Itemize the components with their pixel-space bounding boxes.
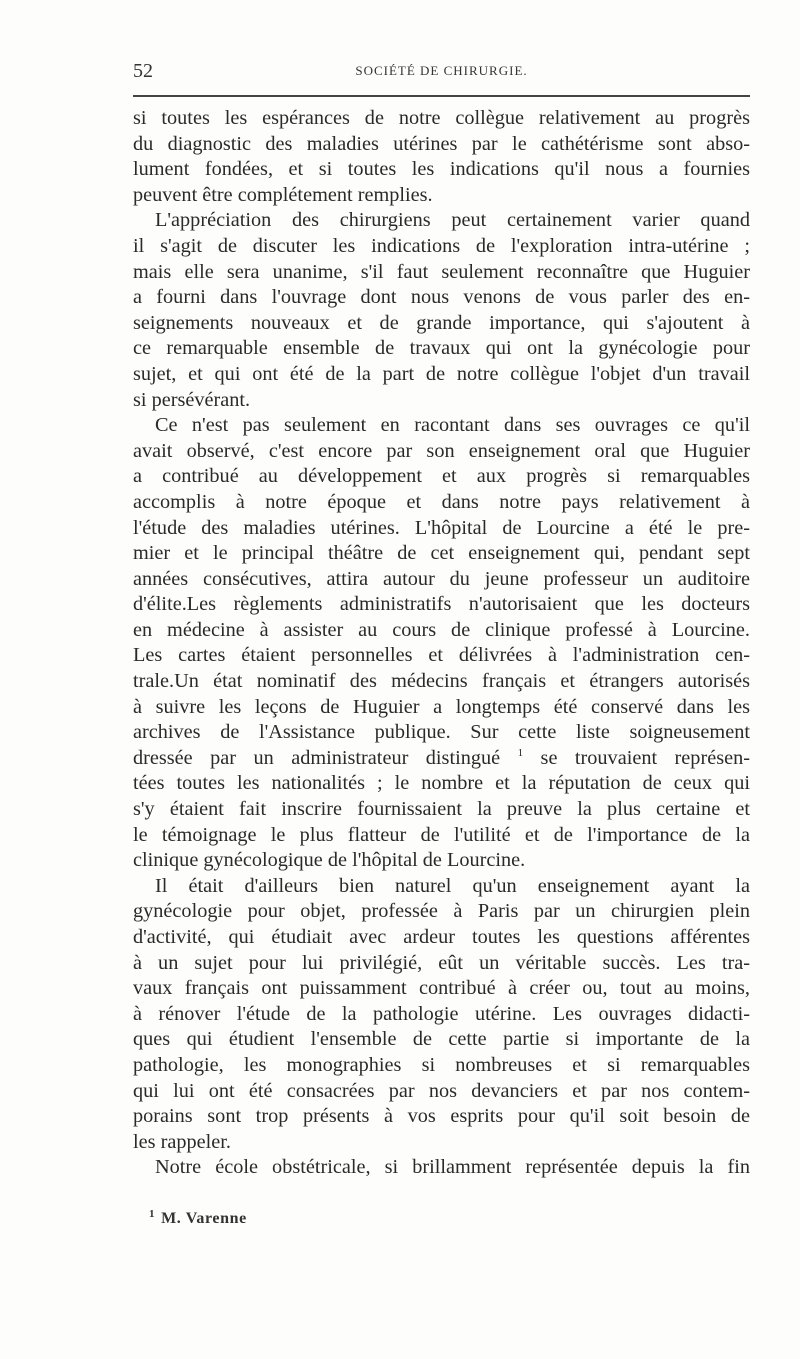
text-line: Ce n'est pas seulement en racontant dans ses ouvrages ce qu'il xyxy=(155,414,750,437)
text-line: si persévérant. xyxy=(133,388,251,411)
text-line: si toutes les espérances de notre collègue relativement au progrès xyxy=(133,107,750,129)
text-line: L'appréciation des chirurgiens peut certainement varier quand xyxy=(155,209,750,232)
text-line: trale.Un état nominatif des médecins français et étrangers autorisés xyxy=(133,670,750,693)
text-line-with-footnote-ref xyxy=(133,746,750,772)
text-line: avait observé, c'est encore par son enseignement oral que Huguier xyxy=(133,439,750,462)
text-line: gynécologie pour objet, professée à Paris par un chirurgien plein xyxy=(133,900,750,923)
text-line: Notre école obstétricale, si brillamment représentée depuis la fin xyxy=(155,1156,750,1179)
text-line: en médecine à assister au cours de clinique professé à Lourcine. xyxy=(133,618,750,641)
footnote-mark: 1 xyxy=(149,1207,156,1220)
text-line: accomplis à notre époque et dans notre pays relativement à xyxy=(133,490,750,513)
text-line: seignements nouveaux et de grande importance, qui s'ajoutent à xyxy=(133,311,750,334)
text-line: vaux français ont puissamment contribué à créer ou, tout au moins, xyxy=(133,977,750,1000)
text-line: les rappeler. xyxy=(133,1130,231,1153)
running-head xyxy=(133,60,750,86)
footnote xyxy=(149,1207,247,1228)
text-line: à suivre les leçons de Huguier a longtemps été conservé dans les xyxy=(133,695,750,718)
running-title: SOCIÉTÉ DE CHIRURGIE. xyxy=(355,63,528,78)
text-line: peuvent être complétement remplies. xyxy=(133,183,433,206)
footnote-text: M. Varenne xyxy=(161,1210,247,1227)
text-line: qui lui ont été consacrées par nos devanciers et par nos contem- xyxy=(133,1079,750,1102)
text-line: lument fondées, et si toutes les indications qu'il nous a fournies xyxy=(133,158,750,181)
page-number: 52 xyxy=(133,60,153,82)
text-line: a contribué au développement et aux progrès si remarquables xyxy=(133,465,750,488)
text-line: a fourni dans l'ouvrage dont nous venons de vous parler des en- xyxy=(133,286,750,309)
footnote-reference: 1 xyxy=(517,747,524,760)
text-line: tées toutes les nationalités ; le nombre et la réputation de ceux qui xyxy=(133,772,750,795)
text-line: d'élite.Les règlements administratifs n'autorisaient que les docteurs xyxy=(133,593,750,616)
text-line: d'activité, qui étudiait avec ardeur toutes les questions afférentes xyxy=(133,926,750,948)
text-line: mier et le principal théâtre de cet enseignement qui, pendant sept xyxy=(133,542,750,565)
text-line: mais elle sera unanime, s'il faut seulement reconnaître que Huguier xyxy=(133,260,750,283)
text-line: le témoignage le plus flatteur de l'utilité et de l'importance de la xyxy=(133,823,750,846)
text-line: du diagnostic des maladies utérines par le cathétérisme sont abso- xyxy=(133,132,750,155)
text-line: l'étude des maladies utérines. L'hôpital de Lourcine a été le pre- xyxy=(133,516,750,539)
text-line: sujet, et qui ont été de la part de notre collègue l'objet d'un travail xyxy=(133,362,750,385)
text-segment: se trouvaient représen- xyxy=(540,746,750,769)
text-line: ques qui étudient l'ensemble de cette partie si importante de la xyxy=(133,1028,750,1051)
text-line: s'y étaient fait inscrire fournissaient la preuve la plus certaine et xyxy=(133,798,750,821)
text-line: il s'agit de discuter les indications de l'exploration intra-utérine ; xyxy=(133,234,750,257)
text-line: Il était d'ailleurs bien naturel qu'un enseignement ayant la xyxy=(155,874,750,897)
text-line: porains sont trop présents à vos esprits pour qu'il soit besoin de xyxy=(133,1105,750,1128)
text-line: ce remarquable ensemble de travaux qui ont la gynécologie pour xyxy=(133,337,750,360)
text-segment: dressée par un administrateur distingué xyxy=(133,746,501,769)
body-text xyxy=(133,106,750,1181)
text-line: clinique gynécologique de l'hôpital de Lourcine. xyxy=(133,849,526,872)
text-line: Les cartes étaient personnelles et délivrées à l'administration cen- xyxy=(133,644,750,667)
text-line: à un sujet pour lui privilégié, eût un véritable succès. Les tra- xyxy=(133,951,750,974)
text-line: pathologie, les monographies si nombreuses et si remarquables xyxy=(133,1053,750,1076)
text-line: archives de l'Assistance publique. Sur cette liste soigneusement xyxy=(133,721,750,744)
header-rule xyxy=(133,95,750,97)
text-line: à rénover l'étude de la pathologie utérine. Les ouvrages didacti- xyxy=(133,1002,750,1025)
text-line: années consécutives, attira autour du jeune professeur un auditoire xyxy=(133,567,750,590)
